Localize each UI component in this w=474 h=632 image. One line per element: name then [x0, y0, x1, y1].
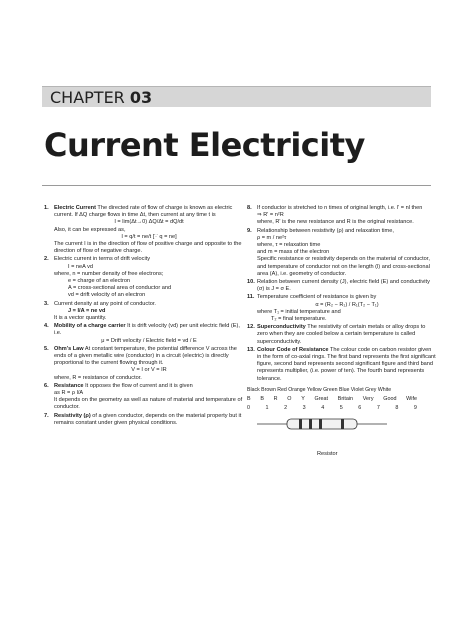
item-text: Current density at any point of conductor.	[54, 300, 156, 307]
item-number: 11.	[247, 294, 255, 301]
item-text: The resistivity of certain metals or alloy drops to zero when they are cooled below a certain temperature is called superconductivity.	[257, 324, 426, 345]
band-digit: 6	[358, 405, 362, 412]
equation: I = q/t = ne/t [∵ q = ne]	[121, 233, 177, 240]
item-1	[44, 205, 244, 255]
mnemonic-letter: R	[273, 396, 278, 403]
item-text: of a given conductor, depends on the material property but it remains constant under given physical conditions.	[54, 412, 242, 426]
item-text: and m = mass of the electron	[257, 249, 330, 256]
item-text: The current I is in the direction of flow of positive charge and opposite to the direction of flow of negative charge.	[54, 241, 242, 255]
item-heading: Mobility of a charge carrier	[54, 323, 126, 330]
item-number: 5.	[44, 345, 49, 352]
item-text: Relationship between resistivity (ρ) and relaxation time,	[257, 227, 394, 234]
item-6	[44, 383, 244, 412]
resistor-icon	[247, 414, 427, 440]
item-5	[44, 346, 244, 382]
item-text: where, R = resistance of conductor.	[54, 374, 142, 381]
item-10	[247, 279, 437, 293]
band-digit: 3	[302, 405, 306, 412]
item-heading: Colour Code of Resistance	[257, 346, 329, 353]
item-7	[44, 413, 244, 427]
item-number: 3.	[44, 300, 49, 307]
mnemonic-row	[247, 396, 417, 403]
mnemonic-letter: Great	[314, 396, 329, 403]
chapter-label	[50, 88, 152, 107]
item-number: 10.	[247, 279, 255, 286]
item-number: 12.	[247, 324, 255, 331]
digit-row	[247, 405, 417, 412]
band-digit: 7	[376, 405, 380, 412]
item-text: The directed rate of flow of charge is known as electric current. If ΔQ charge flows in time Δt, then current at any time t is	[54, 205, 233, 219]
item-text: vd = drift velocity of an electron	[68, 292, 146, 299]
title-divider	[42, 185, 431, 186]
color-code-diagram	[247, 387, 437, 457]
item-text: Temperature coefficient of resistance is given by	[257, 294, 377, 301]
chapter-bar	[42, 86, 431, 107]
item-heading: Superconductivity	[257, 324, 306, 331]
equation: μ = Drift velocity / Electric field = vd / E	[101, 337, 197, 344]
item-text: Also, it can be expressed as,	[54, 226, 126, 233]
band-digit: 2	[284, 405, 288, 412]
color-names: Black Brown Red Orange Yellow Green Blue Violet Grey White	[247, 386, 392, 393]
item-13	[247, 347, 437, 383]
item-heading: Ohm's Law	[54, 345, 84, 352]
item-text: It is a vector quantity.	[54, 315, 107, 322]
item-12	[247, 324, 437, 346]
mnemonic-letter: O	[287, 396, 292, 403]
item-number: 13.	[247, 346, 255, 353]
mnemonic-letter: Wife	[406, 396, 417, 403]
item-4	[44, 323, 244, 345]
band-digit: 5	[339, 405, 343, 412]
item-text: where, R' is the new resistance and R is the original resistance.	[257, 219, 414, 226]
item-text: A = cross-sectional area of conductor and	[68, 285, 172, 292]
item-text: where T₁ = initial temperature and	[257, 308, 341, 315]
band-digit: 1	[265, 405, 269, 412]
item-text: where, n = number density of free electrons;	[54, 270, 164, 277]
item-heading: Resistance	[54, 382, 84, 389]
page-title: Current Electricity	[44, 126, 365, 164]
item-heading: Electric Current	[54, 205, 96, 211]
item-text: Electric current in terms of drift velocity	[54, 256, 151, 263]
item-text: At constant temperature, the potential difference V across the ends of a given metallic wire (conductor) in a circuit (electric) is directly proportional to the current flowing through it.	[54, 345, 237, 367]
item-text: The colour code on carbon resistor given in the form of co-axial rings. The first band represents the first significant figure, second band represents second significant figure and third band represents multiplier, (i.e. power of ten). The fourth band represents tolerance.	[257, 346, 436, 382]
equation: ρ = m / ne²τ	[257, 234, 287, 241]
item-2	[44, 256, 244, 299]
equation: V = I or V = IR	[131, 367, 167, 374]
item-11	[247, 294, 437, 323]
item-number: 2.	[44, 256, 49, 263]
item-8	[247, 205, 437, 227]
resistor-label: Resistor	[317, 450, 338, 457]
equation: ⇒ R' = n²R	[257, 212, 284, 219]
mnemonic-letter: Britain	[337, 396, 354, 403]
chapter-number: 03	[129, 88, 153, 107]
item-text: where, τ = relaxation time	[257, 242, 321, 249]
left-column	[44, 205, 244, 428]
item-text: If conductor is stretched to n times of original length, i.e. l' = nl then	[257, 205, 423, 211]
equation: as R = ρ l/A	[54, 390, 84, 397]
item-heading: Resistivity (ρ)	[54, 412, 91, 419]
item-text: e = charge of an electron	[68, 278, 131, 285]
item-number: 1.	[44, 205, 49, 211]
item-number: 8.	[247, 205, 252, 211]
item-text: It is drift velocity (vd) per unit electric field (E), i.e.	[54, 323, 240, 337]
item-text: Specific resistance or resistivity depends on the material of conductor, and temperature of conductor not on the length (l) and cross-sectional area (A), i.e. geometry of conductor.	[257, 256, 430, 277]
mnemonic-letter: Y	[301, 396, 305, 403]
mnemonic-letter: B	[247, 396, 251, 403]
right-column	[247, 205, 437, 457]
band-digit: 9	[413, 405, 417, 412]
item-text: Relation between current density (J), electric field (E) and conductivity (σ) is J = σ E.	[257, 279, 430, 293]
equation: α = (R₂ − R₁) / R₁(T₂ − T₁)	[315, 301, 379, 308]
mnemonic-letter: Very	[362, 396, 374, 403]
band-digit: 8	[395, 405, 399, 412]
item-3	[44, 301, 244, 323]
item-number: 6.	[44, 382, 49, 389]
item-9	[247, 228, 437, 278]
equation: I = neA vd	[68, 263, 94, 270]
item-text: It depends on the geometry as well as nature of material and temperature of conductor.	[54, 397, 243, 411]
mnemonic-letter: Good	[383, 396, 397, 403]
item-number: 4.	[44, 323, 49, 330]
equation: J = I/A = ne vd	[68, 307, 106, 314]
band-digit: 0	[247, 405, 250, 412]
item-text: It opposes the flow of current and it is given	[85, 382, 193, 389]
item-number: 7.	[44, 412, 49, 419]
item-text: T₂ = final temperature.	[271, 316, 327, 323]
equation: I = lim(Δt→0) ΔQ/Δt = dQ/dt	[114, 219, 184, 226]
mnemonic-letter: B	[260, 396, 264, 403]
item-number: 9.	[247, 227, 252, 234]
chapter-word: CHAPTER	[50, 88, 125, 107]
band-digit: 4	[321, 405, 325, 412]
